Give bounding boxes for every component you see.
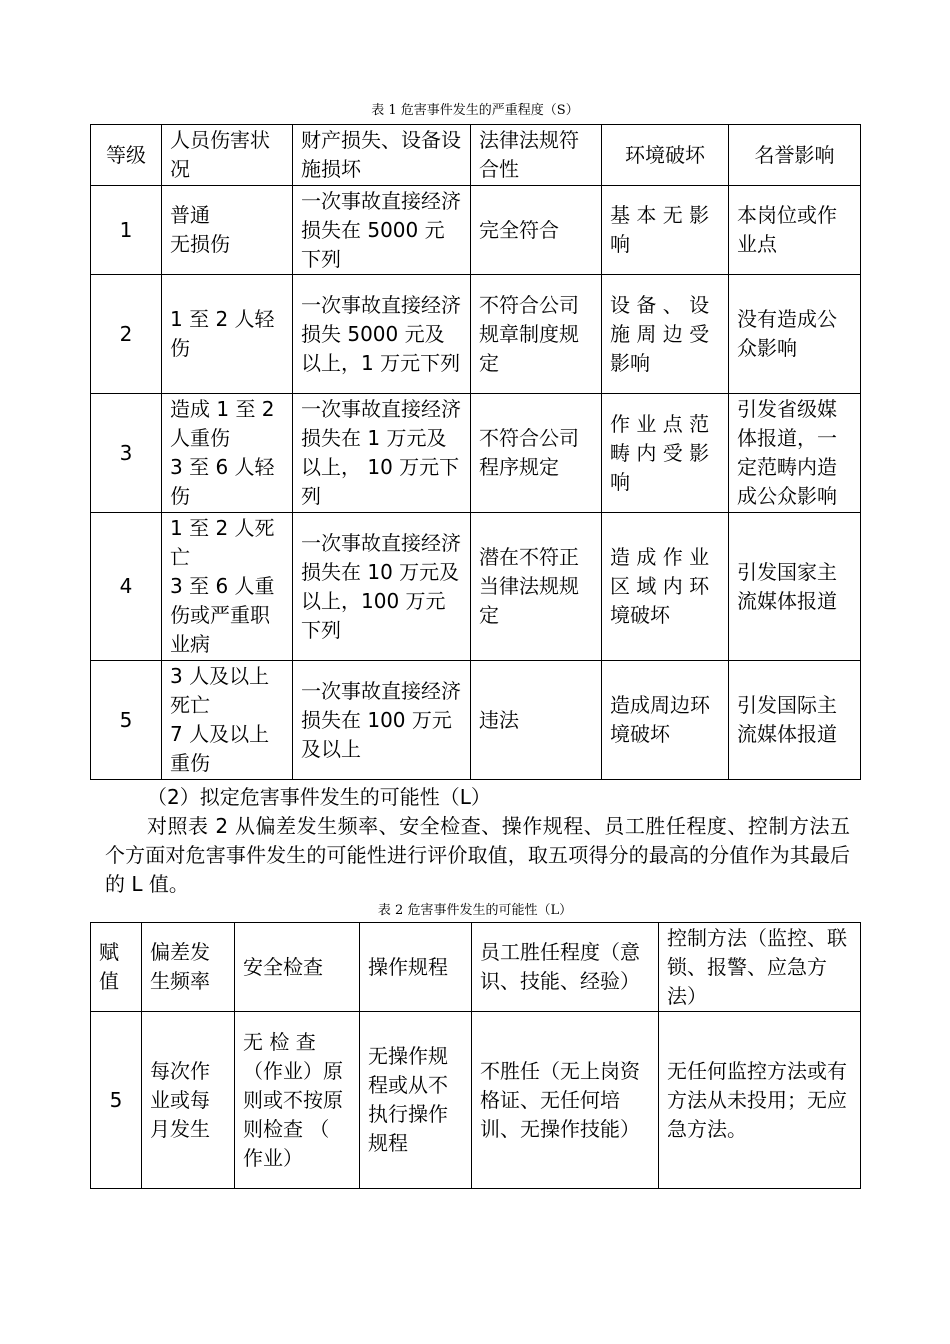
table2-header-cell: 偏差发生频率 [142, 923, 235, 1012]
table1-cell: 基 本 无 影 响 [602, 186, 729, 275]
table1-caption: 表 1 危害事件发生的严重程度（S） [371, 103, 579, 118]
table2-header-cell: 控制方法（监控、联锁、报警、应急方法） [659, 923, 861, 1012]
table1-cell: 2 [91, 275, 162, 394]
table1-header-cell: 等级 [91, 125, 162, 186]
table2-cell: 无 检 查 （作业）原则或不按原则检查 （ 作业） [235, 1012, 360, 1189]
table1-cell: 3 人及以上死亡 7 人及以上重伤 [162, 661, 293, 780]
body-paragraph: 对照表 2 从偏差发生频率、安全检查、操作规程、员工胜任程度、控制方法五个方面对危害事件发生的可能性进行评价取值，取五项得分的最高的分值作为其最后的 L 值。 [105, 814, 850, 896]
table1-cell: 完全符合 [471, 186, 602, 275]
table1-cell: 不符合公司程序规定 [471, 394, 602, 513]
table2-cell: 每次作业或每月发生 [142, 1012, 235, 1189]
table2-header-row [91, 923, 861, 1012]
table1-header-cell: 法律法规符合性 [471, 125, 602, 186]
table2-header-cell: 员工胜任程度（意识、技能、经验） [472, 923, 659, 1012]
table1-cell: 一次事故直接经济损失 5000 元及以上，1 万元下列 [293, 275, 471, 394]
table1-cell: 3 [91, 394, 162, 513]
table1-cell: 5 [91, 661, 162, 780]
table1-cell: 引发国际主流媒体报道 [729, 661, 861, 780]
table1-cell: 潜在不符正当律法规规定 [471, 513, 602, 661]
section-heading: （2）拟定危害事件发生的可能性（L） [147, 785, 491, 809]
table1-cell: 造成 1 至 2 人重伤 3 至 6 人轻伤 [162, 394, 293, 513]
table2-header-cell: 安全检查 [235, 923, 360, 1012]
table1-row [91, 513, 861, 661]
table1-cell: 一次事故直接经济损失在 10 万元及以上，100 万元下列 [293, 513, 471, 661]
table2-cell: 5 [91, 1012, 142, 1189]
table1-row [91, 394, 861, 513]
table1-cell: 1 [91, 186, 162, 275]
table2-caption: 表 2 危害事件发生的可能性（L） [377, 903, 573, 918]
table1-cell: 不符合公司规章制度规定 [471, 275, 602, 394]
table1-cell: 造 成 作 业 区 域 内 环 境破坏 [602, 513, 729, 661]
table1-cell: 本岗位或作业点 [729, 186, 861, 275]
table1-cell: 造成周边环境破坏 [602, 661, 729, 780]
table1-cell: 一次事故直接经济损失在 1 万元及以上， 10 万元下列 [293, 394, 471, 513]
table2-header-cell: 赋值 [91, 923, 142, 1012]
table1-cell: 违法 [471, 661, 602, 780]
table1-cell: 1 至 2 人死亡 3 至 6 人重伤或严重职业病 [162, 513, 293, 661]
table2-header-cell: 操作规程 [360, 923, 472, 1012]
table1-header-cell: 财产损失、设备设施损坏 [293, 125, 471, 186]
table1-header-cell: 人员伤害状况 [162, 125, 293, 186]
table1-cell: 4 [91, 513, 162, 661]
table1-cell: 作 业 点 范 畴 内 受 影 响 [602, 394, 729, 513]
table2-cell: 无操作规程或从不执行操作规程 [360, 1012, 472, 1189]
table1-cell: 一次事故直接经济损失在 100 万元及以上 [293, 661, 471, 780]
table1-cell: 1 至 2 人轻伤 [162, 275, 293, 394]
severity-table [90, 124, 861, 780]
table1-row [91, 186, 861, 275]
table1-header-cell: 环境破坏 [602, 125, 729, 186]
table2-row [91, 1012, 861, 1189]
table1-row [91, 275, 861, 394]
table2-cell: 无任何监控方法或有方法从未投用；无应急方法。 [659, 1012, 861, 1189]
table1-cell: 一次事故直接经济损失在 5000 元下列 [293, 186, 471, 275]
table1-cell: 设 备 、 设 施 周 边 受 影响 [602, 275, 729, 394]
table2-cell: 不胜任（无上岗资格证、无任何培训、无操作技能） [472, 1012, 659, 1189]
table1-cell: 引发省级媒体报道，一定范畴内造成公众影响 [729, 394, 861, 513]
table1-row [91, 661, 861, 780]
table1-header-row [91, 125, 861, 186]
table1-cell: 引发国家主流媒体报道 [729, 513, 861, 661]
table1-header-cell: 名誉影响 [729, 125, 861, 186]
table1-cell: 没有造成公众影响 [729, 275, 861, 394]
likelihood-table [90, 922, 861, 1189]
table1-cell: 普通 无损伤 [162, 186, 293, 275]
